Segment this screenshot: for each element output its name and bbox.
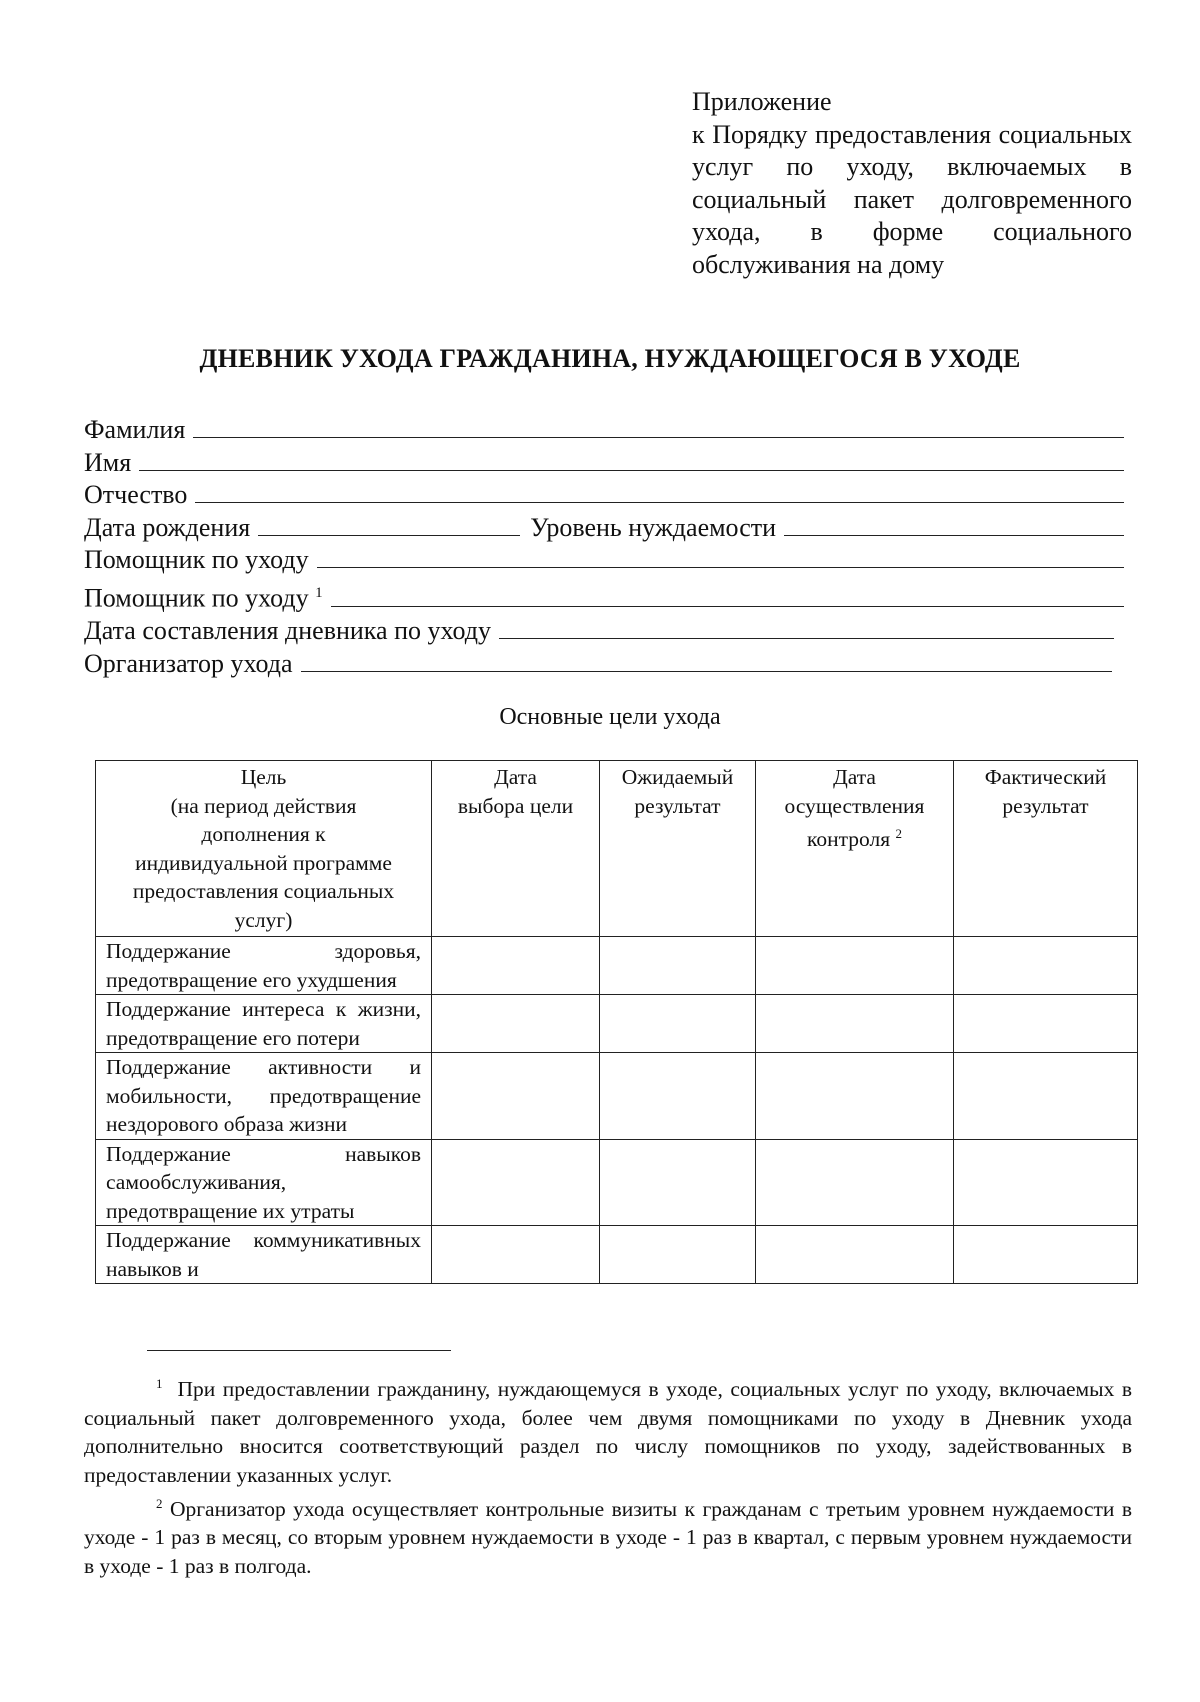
assistant-2-label	[84, 577, 323, 615]
assistant-1-label: Помощник по уходу	[84, 545, 309, 575]
table-row	[96, 995, 1138, 1053]
header-line: индивидуальной программе	[135, 850, 392, 875]
personal-fields	[84, 414, 1124, 680]
actual-result-cell[interactable]	[954, 937, 1138, 995]
care-goals-table	[95, 760, 1138, 1284]
appendix-heading: Приложение	[692, 87, 832, 116]
footnote-2	[84, 1490, 1132, 1581]
table-row	[96, 937, 1138, 995]
control-date-cell[interactable]	[756, 937, 954, 995]
control-date-cell[interactable]	[756, 995, 954, 1053]
section-subtitle: Основные цели ухода	[499, 704, 721, 730]
date-selected-cell[interactable]	[432, 1139, 600, 1226]
goal-cell: Поддержание коммуникативных навыков и	[96, 1226, 432, 1284]
header-line: контроля $^2$	[807, 826, 902, 852]
header-line: результат	[1002, 793, 1089, 818]
control-date-cell[interactable]	[756, 1053, 954, 1140]
header-line: выбора цели	[457, 793, 574, 818]
actual-result-cell[interactable]	[954, 1139, 1138, 1226]
actual-result-cell[interactable]	[954, 995, 1138, 1053]
header-line: Ожидаемый	[621, 765, 734, 789]
footnote-2-mark: 2	[156, 1495, 163, 1511]
table-row	[96, 1139, 1138, 1226]
actual-result-cell[interactable]	[954, 1053, 1138, 1140]
header-date-selected-text	[442, 763, 589, 820]
control-date-cell[interactable]	[756, 1139, 954, 1226]
field-row-patronymic	[84, 479, 1124, 512]
expected-result-cell[interactable]	[600, 937, 756, 995]
date-selected-cell[interactable]	[432, 995, 600, 1053]
assistant-2-text: Помощник по уходу	[84, 583, 309, 613]
field-row-diary-date	[84, 615, 1124, 648]
table-row	[96, 1226, 1138, 1284]
footnote-1-mark: 1	[156, 1376, 163, 1391]
footnote-divider	[147, 1350, 451, 1351]
field-row-surname	[84, 414, 1124, 447]
header-line: Дата	[494, 765, 537, 789]
need-level-field[interactable]	[784, 513, 1124, 536]
expected-result-cell[interactable]	[600, 1226, 756, 1284]
organizer-label: Организатор ухода	[84, 648, 293, 678]
footnote-ref-1: 1	[315, 584, 323, 601]
table-row	[96, 1053, 1138, 1140]
header-control-date-text	[766, 763, 943, 854]
name-label: Имя	[84, 447, 132, 477]
header-goal	[96, 761, 432, 937]
footnote-2-text: Организатор ухода осуществляет контрольные визиты к гражданам с третьим уровнем нуждаемости в уходе - 1 раз в месяц, со вторым уровнем нуждаемости в уходе - 1 раз в квартал, с первым уровнем нуждаемости в уходе - 1 раз в полгода.	[84, 1496, 1132, 1578]
date-selected-cell[interactable]	[432, 1053, 600, 1140]
header-line: Цель	[240, 765, 287, 789]
header-date-selected	[432, 761, 600, 937]
surname-field[interactable]	[193, 415, 1124, 438]
assistant-2-field[interactable]	[331, 584, 1124, 607]
goal-cell: Поддержание навыков самообслуживания, предотвращение их утраты	[96, 1139, 432, 1226]
name-field[interactable]	[139, 448, 1124, 471]
diary-date-field[interactable]	[499, 616, 1114, 639]
footnote-1-text: При предоставлении гражданину, нуждающемуся в уходе, социальных услуг по уходу, включаемых в социальный пакет долговременного ухода, более чем двумя помощниками по уходу в Дневник ухода дополнительно вносится соответствующий раздел по числу помощников по уходу, задействованных в предоставлении указанных услуг.	[84, 1377, 1132, 1487]
field-row-birth-date	[84, 512, 1124, 545]
footnotes	[84, 1370, 1132, 1580]
patronymic-label: Отчество	[84, 480, 188, 510]
goal-cell: Поддержание здоровья, предотвращение его ухудшения	[96, 937, 432, 995]
header-line: предоставления социальных	[132, 879, 395, 903]
birth-date-label: Дата рождения	[84, 512, 251, 542]
header-expected-text	[610, 763, 745, 820]
field-row-name	[84, 447, 1124, 480]
header-goal-text	[106, 763, 421, 934]
appendix-body: к Порядку предоставления социальных услуг по уходу, включаемых в социальный пакет долговременного ухода, в форме социального обслуживания на дому	[692, 119, 1132, 279]
date-selected-cell[interactable]	[432, 1226, 600, 1284]
header-line: дополнения к	[201, 822, 326, 846]
field-row-assistant-1	[84, 544, 1124, 577]
field-row-organizer	[84, 648, 1124, 681]
organizer-field[interactable]	[301, 649, 1113, 672]
surname-label: Фамилия	[84, 415, 186, 444]
goal-cell: Поддержание активности и мобильности, предотвращение нездорового образа жизни	[96, 1053, 432, 1140]
expected-result-cell[interactable]	[600, 1139, 756, 1226]
appendix-note	[692, 86, 1132, 281]
field-row-assistant-2	[84, 577, 1124, 615]
control-date-cell[interactable]	[756, 1226, 954, 1284]
header-line: результат	[634, 793, 721, 818]
expected-result-cell[interactable]	[600, 1053, 756, 1140]
header-actual-text	[964, 763, 1127, 820]
header-line: (на период действия	[170, 793, 357, 818]
header-actual-result	[954, 761, 1138, 937]
header-control-date	[756, 761, 954, 937]
goal-cell: Поддержание интереса к жизни, предотвращение его потери	[96, 995, 432, 1053]
header-line: Фактический	[984, 765, 1107, 789]
footnote-1	[84, 1370, 1132, 1490]
actual-result-cell[interactable]	[954, 1226, 1138, 1284]
header-line: осуществления	[784, 793, 925, 818]
assistant-1-field[interactable]	[317, 545, 1124, 568]
header-expected-result	[600, 761, 756, 937]
expected-result-cell[interactable]	[600, 995, 756, 1053]
page-title: ДНЕВНИК УХОДА ГРАЖДАНИНА, НУЖДАЮЩЕГОСЯ В УХОДЕ	[199, 344, 1021, 373]
header-line: услуг)	[234, 907, 293, 932]
header-line: Дата	[833, 765, 876, 789]
table-header-row	[96, 761, 1138, 937]
need-level-label: Уровень нуждаемости	[530, 512, 777, 542]
date-selected-cell[interactable]	[432, 937, 600, 995]
footnote-ref-2: 2	[895, 826, 902, 841]
birth-date-field[interactable]	[258, 513, 520, 536]
patronymic-field[interactable]	[195, 480, 1124, 503]
diary-date-label: Дата составления дневника по уходу	[84, 616, 491, 646]
